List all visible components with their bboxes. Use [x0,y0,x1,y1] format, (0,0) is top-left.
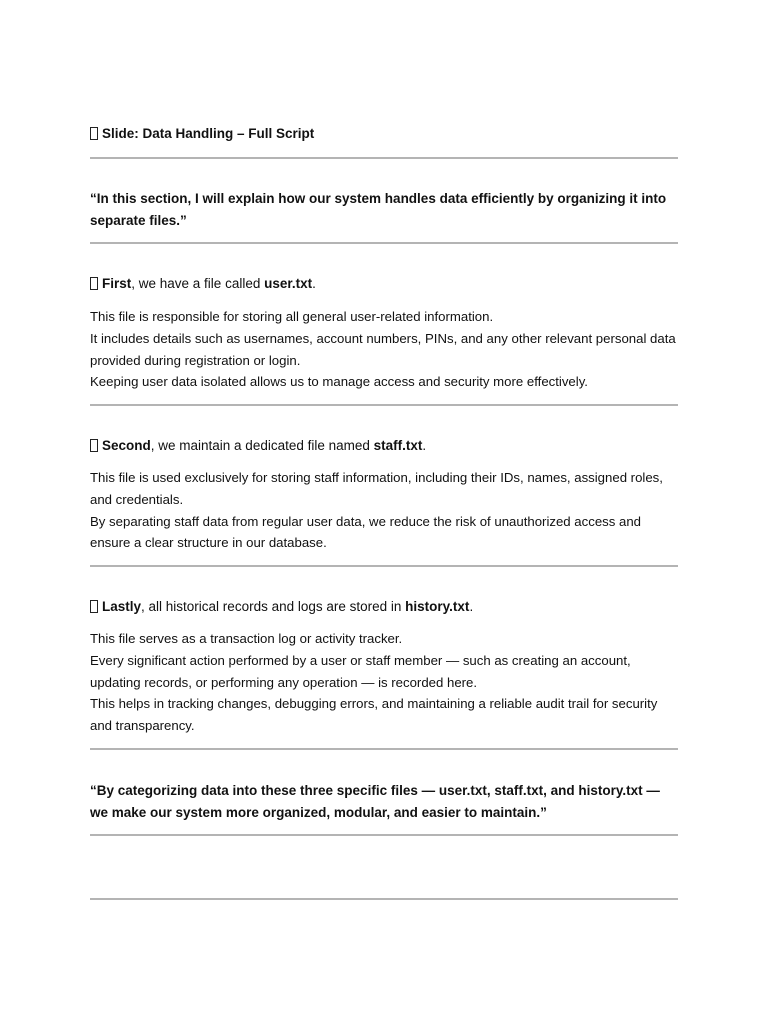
section-heading-staff [90,436,426,456]
paragraph-line: This file is responsible for storing all general user-related information. [90,309,494,324]
intro-quote: “In this section, I will explain how our system handles data efficiently by organizing it into separate files.” [90,191,667,228]
divider [90,404,678,406]
section-heading-text: , all historical records and logs are stored in [141,599,406,614]
section-body-history [90,628,678,737]
file-name: history.txt [405,599,470,614]
paragraph-line: Every significant action performed by a user or staff member — such as creating an account, updating records, or performing any operation — is recorded here. [90,652,631,690]
section-heading-text: , we have a file called [131,276,265,291]
missing-glyph-icon [90,439,98,452]
missing-glyph-icon [90,600,98,613]
section-body-user [90,306,678,393]
slide-title-text: Slide: Data Handling – Full Script [102,126,315,141]
file-name: staff.txt [373,438,423,453]
paragraph-line: This file serves as a transaction log or activity tracker. [90,631,403,646]
section-heading-text: , we maintain a dedicated file named [150,438,374,453]
slide-title [90,124,314,144]
section-lead: First [102,276,132,291]
paragraph-line: This helps in tracking changes, debugging errors, and maintaining a reliable audit trail for security and transparency. [90,696,658,734]
divider [90,157,678,159]
file-name: user.txt [264,276,313,291]
divider [90,242,678,244]
section-lead: Second [102,438,151,453]
missing-glyph-icon [90,277,98,290]
heading-end: . [312,276,316,291]
divider [90,898,678,900]
paragraph-line: By separating staff data from regular user data, we reduce the risk of unauthorized access and ensure a clear structure in our database. [90,513,642,551]
divider [90,565,678,567]
section-heading-user [90,274,316,294]
paragraph-line: Keeping user data isolated allows us to manage access and security more effectively. [90,374,588,390]
section-body-staff [90,467,678,554]
divider [90,748,678,750]
closing-quote: “By categorizing data into these three specific files — user.txt, staff.txt, and history.txt — we make our system more organized, modular, and easier to maintain.” [90,783,660,820]
section-lead: Lastly [102,599,142,614]
divider [90,834,678,836]
heading-end: . [469,599,474,614]
section-heading-history [90,597,473,617]
heading-end: . [422,438,427,453]
missing-glyph-icon [90,127,98,140]
paragraph-line: This file is used exclusively for storing staff information, including their IDs, names, assigned roles, and credentials. [90,470,663,507]
paragraph-line: It includes details such as usernames, account numbers, PINs, and any other relevant personal data provided during registration or login. [90,330,676,368]
